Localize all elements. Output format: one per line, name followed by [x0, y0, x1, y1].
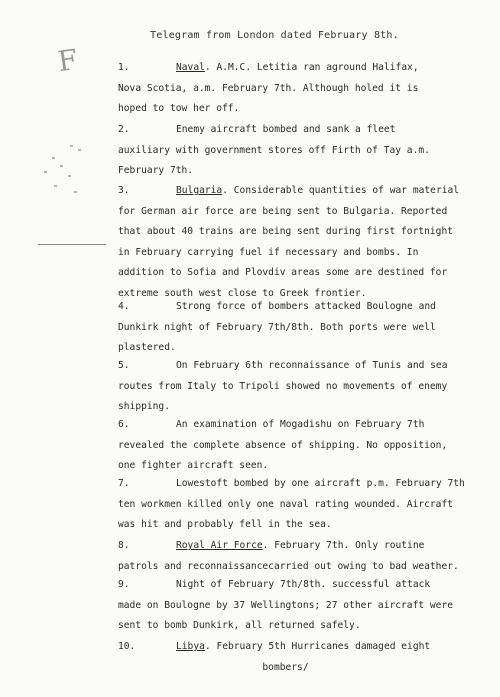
handwritten-margin-mark: F — [55, 42, 80, 79]
paragraph-6: 6. An examination of Mogadishu on February 7th revealed the complete absence of shipping. No opposition, one fighter aircraft seen. — [118, 419, 448, 471]
paragraph-2: 2. Enemy aircraft bombed and sank a fleet auxiliary with government stores off Firth of Tay a.m. February 7th. — [118, 124, 430, 176]
paragraph-10: 10. Libya. February 5th Hurricanes damaged eight bombers/ — [118, 641, 431, 673]
paragraph-4: 4. Strong force of bombers attacked Boulogne and Dunkirk night of February 7th/8th. Both ports were well plastered. — [118, 301, 436, 353]
paragraph-1: 1. Naval. A.M.C. Letitia ran aground Halifax, Nova Scotia, a.m. February 7th. Although holed it is hoped to tow her off. — [118, 62, 419, 114]
paragraph-8: 8. Royal Air Force. February 7th. Only routine patrols and reconnaissancecarried out owing to bad weather. — [118, 540, 459, 572]
margin-rule — [38, 244, 106, 245]
paragraph-9: 9. Night of February 7th/8th. successful attack made on Boulogne by 37 Wellingtons; 27 other aircraft were sent to bomb Dunkirk, all returned safely. — [118, 579, 454, 631]
paragraph-7: 7. Lowestoft bombed by one aircraft p.m. February 7th ten workmen killed only one naval rating wounded. Aircraft was hit and probably fell in the sea. — [118, 478, 465, 530]
faint-margin-annotations — [40, 145, 100, 205]
paragraph-5: 5. On February 6th reconnaissance of Tunis and sea routes from Italy to Tripoli showed no movements of enemy shipping. — [118, 360, 448, 412]
paragraph-3: 3. Bulgaria. Considerable quantities of war material for German air force are being sent to Bulgaria. Reported that about 40 trains are being sent during first fortnight in February carrying fuel if necessary and bombs. In addition to Sofia and Plovdiv areas some are destined for extreme south west close to Greek frontier. — [118, 185, 460, 299]
document-title: Telegram from London dated February 8th. — [150, 30, 399, 41]
